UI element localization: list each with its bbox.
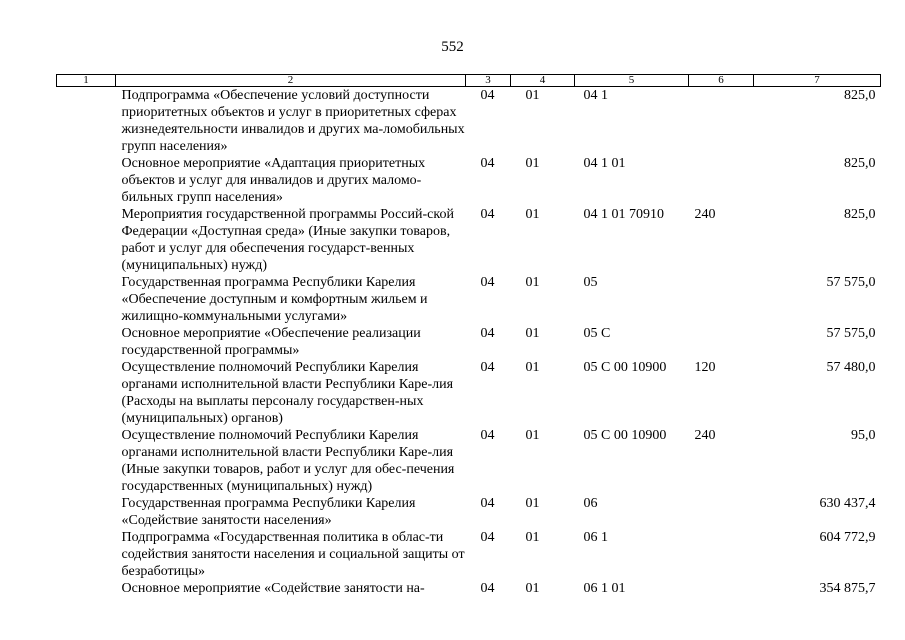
item-name: Государственная программа Республики Карелия «Содействие занятости населения»	[121, 496, 416, 528]
column-header-4: 4	[511, 75, 575, 87]
subsection-code: 01	[525, 530, 540, 545]
item-name: Мероприятия государственной программы Россий-ской Федерации «Доступная среда» (Иные закупки товаров, работ и услуг для обеспечения государст-венных (муниципальных) нужд)	[121, 207, 454, 273]
expense-type	[689, 580, 754, 597]
table-body	[57, 87, 881, 598]
expense-type	[689, 87, 754, 156]
expense-type	[689, 529, 754, 580]
subsection-code: 01	[525, 275, 540, 290]
row-number-cell	[57, 580, 116, 597]
expense-type: 120	[694, 360, 716, 375]
table-row	[57, 155, 881, 206]
expense-type	[689, 274, 754, 325]
row-number-cell	[57, 495, 116, 529]
amount: 825,0	[844, 88, 876, 103]
section-code: 04	[480, 156, 495, 171]
subsection-code: 01	[525, 428, 540, 443]
section-code: 04	[480, 530, 495, 545]
item-name: Государственная программа Республики Карелия «Обеспечение доступным и комфортным жильем и жилищно-коммунальными услугами»	[121, 275, 428, 324]
section-code: 04	[480, 581, 495, 596]
table-row	[57, 206, 881, 274]
table-row	[57, 325, 881, 359]
section-code: 04	[480, 496, 495, 511]
amount: 354 875,7	[819, 581, 876, 596]
table-row	[57, 529, 881, 580]
section-code: 04	[480, 428, 495, 443]
item-name: Основное мероприятие «Адаптация приоритетных объектов и услуг для инвалидов и других маломо-бильных групп населения»	[121, 156, 426, 205]
amount: 630 437,4	[819, 496, 876, 511]
section-code: 04	[480, 326, 495, 341]
subsection-code: 01	[525, 326, 540, 341]
table-header	[57, 75, 881, 87]
subsection-code: 01	[525, 581, 540, 596]
expense-type: 240	[694, 428, 716, 443]
target-article: 05 С 00 10900	[583, 428, 667, 443]
target-article: 06 1	[583, 530, 608, 545]
table-row	[57, 274, 881, 325]
item-name: Подпрограмма «Обеспечение условий доступности приоритетных объектов и услуг в приоритетных сферах жизнедеятельности инвалидов и других ма-ломобильных групп населения»	[121, 88, 465, 154]
item-name: Подпрограмма «Государственная политика в облас-ти содействия занятости населения и социальной защиты от безработицы»	[121, 530, 465, 579]
section-code: 04	[480, 275, 495, 290]
column-header-1: 1	[57, 75, 116, 87]
row-number-cell	[57, 427, 116, 495]
column-header-2: 2	[116, 75, 466, 87]
table-row	[57, 495, 881, 529]
row-number-cell	[57, 87, 116, 156]
row-number-cell	[57, 325, 116, 359]
budget-table	[56, 74, 881, 597]
column-header-3: 3	[466, 75, 511, 87]
column-header-5: 5	[575, 75, 689, 87]
item-name: Осуществление полномочий Республики Карелия органами исполнительной власти Республики Каре-лия (Иные закупки товаров, работ и услуг для обес-печения государственных (муниципальных) нужд)	[121, 428, 455, 494]
expense-type	[689, 495, 754, 529]
row-number-cell	[57, 155, 116, 206]
amount: 57 575,0	[826, 275, 876, 290]
amount: 604 772,9	[819, 530, 876, 545]
row-number-cell	[57, 274, 116, 325]
item-name: Основное мероприятие «Содействие занятости на-	[121, 581, 425, 596]
page-number: 552	[441, 39, 464, 55]
target-article: 05	[583, 275, 598, 290]
target-article: 04 1 01 70910	[583, 207, 664, 222]
subsection-code: 01	[525, 496, 540, 511]
expense-type	[689, 325, 754, 359]
expense-type: 240	[694, 207, 716, 222]
subsection-code: 01	[525, 207, 540, 222]
target-article: 05 С 00 10900	[583, 360, 667, 375]
target-article: 05 С	[583, 326, 611, 341]
target-article: 06 1 01	[583, 581, 626, 596]
row-number-cell	[57, 359, 116, 427]
column-header-6: 6	[689, 75, 754, 87]
column-header-7: 7	[754, 75, 881, 87]
target-article: 04 1 01	[583, 156, 626, 171]
table-row	[57, 580, 881, 597]
amount: 825,0	[844, 156, 876, 171]
target-article: 04 1	[583, 88, 608, 103]
row-number-cell	[57, 529, 116, 580]
amount: 825,0	[844, 207, 876, 222]
amount: 57 575,0	[826, 326, 876, 341]
table-row	[57, 427, 881, 495]
header-row	[57, 75, 881, 87]
table-row	[57, 87, 881, 156]
section-code: 04	[480, 360, 495, 375]
subsection-code: 01	[525, 360, 540, 375]
subsection-code: 01	[525, 156, 540, 171]
item-name: Основное мероприятие «Обеспечение реализации государственной программы»	[121, 326, 421, 358]
target-article: 06	[583, 496, 598, 511]
section-code: 04	[480, 207, 495, 222]
section-code: 04	[480, 88, 495, 103]
table-row	[57, 359, 881, 427]
amount: 95,0	[851, 428, 876, 443]
item-name: Осуществление полномочий Республики Карелия органами исполнительной власти Республики Каре-лия (Расходы на выплаты персоналу государствен-ных (муниципальных) органов)	[121, 360, 454, 426]
row-number-cell	[57, 206, 116, 274]
subsection-code: 01	[525, 88, 540, 103]
expense-type	[689, 155, 754, 206]
amount: 57 480,0	[826, 360, 876, 375]
